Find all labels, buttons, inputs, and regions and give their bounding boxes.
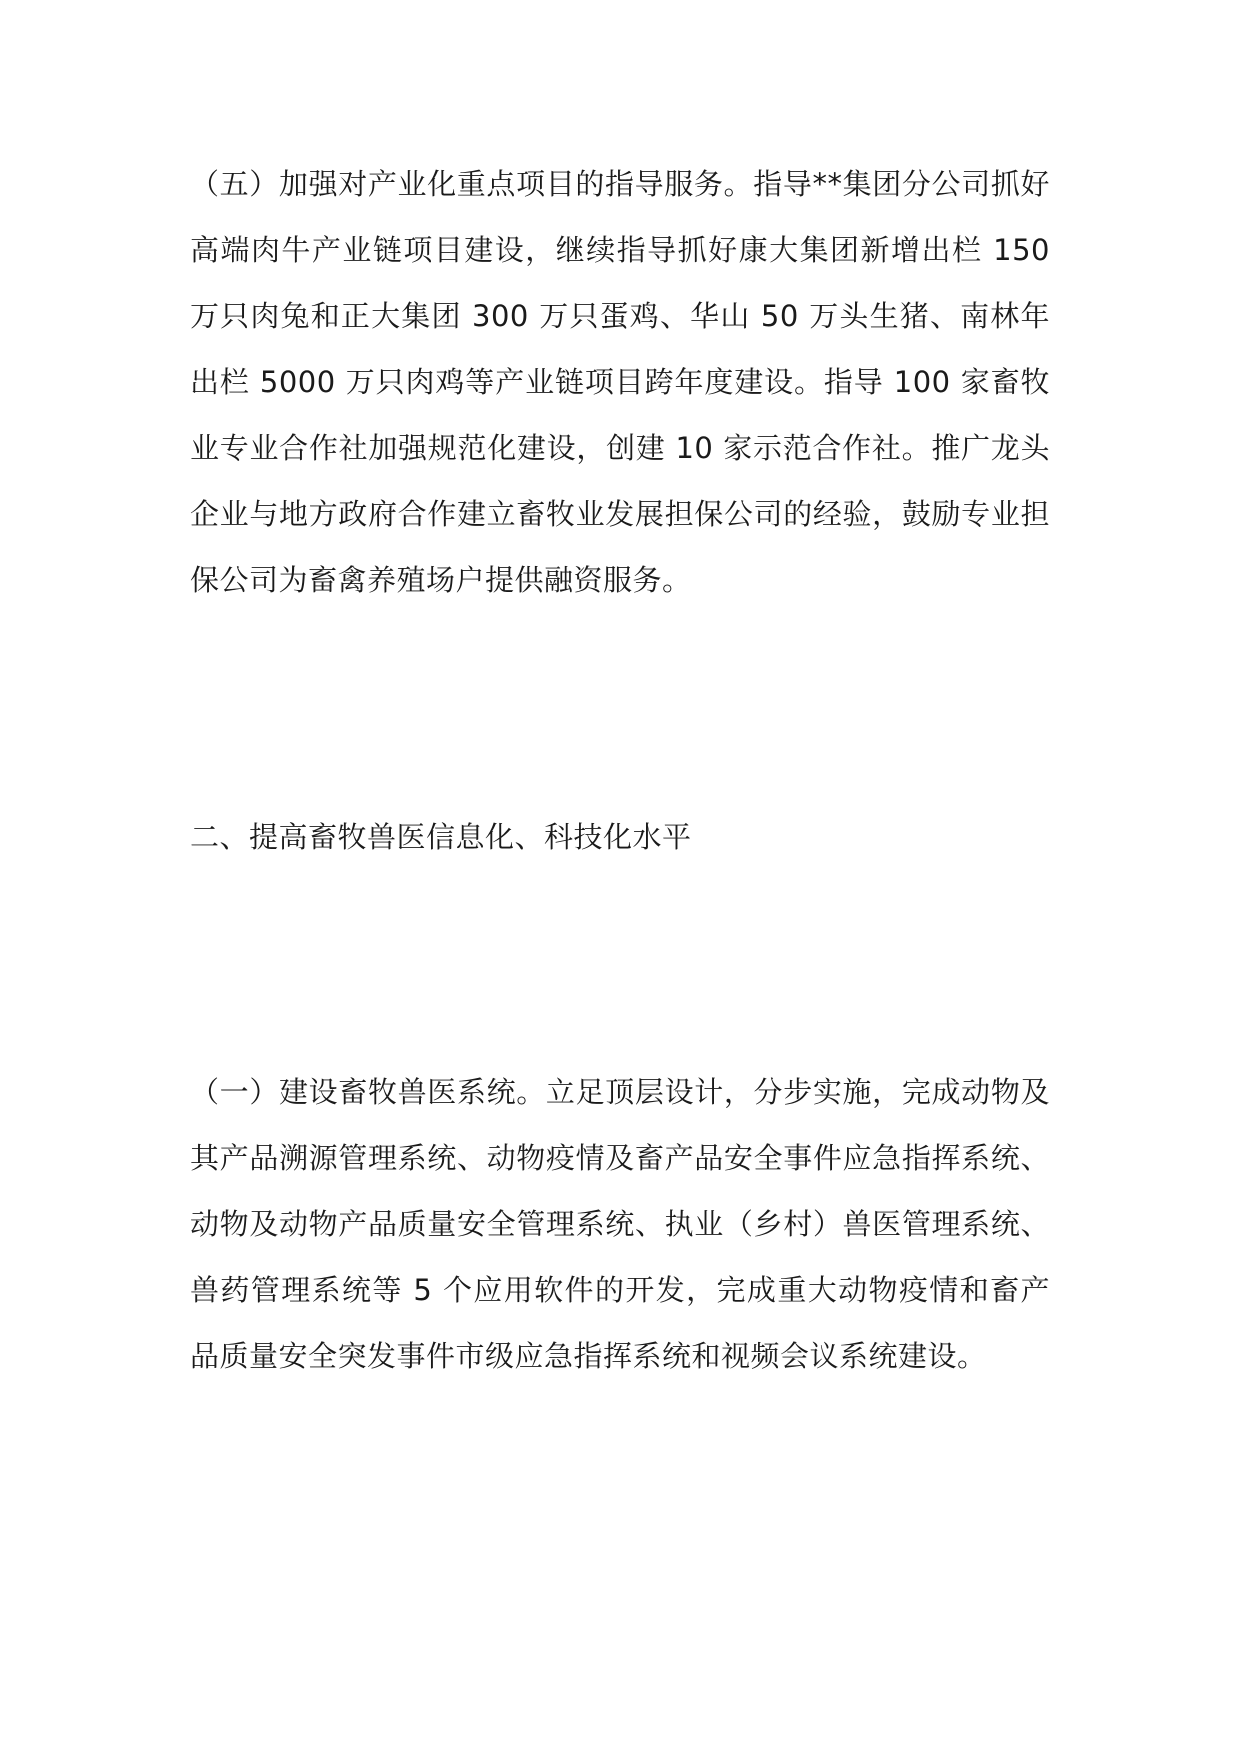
paragraph-industrialization-guidance: （五）加强对产业化重点项目的指导服务。指导**集团分公司抓好高端肉牛产业链项目建设，继续指导抓好康大集团新增出栏 150 万只肉兔和正大集团 300 万只蛋鸡、华山 50 万头生猪、南林年出栏 5000 万只肉鸡等产业链项目跨年度建设。指导 100 家畜牧业专业合作社加强规范化建设，创建 10 家示范合作社。推广龙头企业与地方政府合作建立畜牧业发展担保公司的经验，鼓励专业担保公司为畜禽养殖场户提供融资服务。 — [190, 167, 1050, 597]
paragraph-veterinary-system: （一）建设畜牧兽医系统。立足顶层设计，分步实施，完成动物及其产品溯源管理系统、动物疫情及畜产品安全事件应急指挥系统、动物及动物产品质量安全管理系统、执业（乡村）兽医管理系统、兽药管理系统等 5 个应用软件的开发，完成重大动物疫情和畜产品质量安全突发事件市级应急指挥系统和视频会议系统建设。 — [190, 1075, 1050, 1373]
section-heading: 二、提高畜牧兽医信息化、科技化水平 — [190, 820, 692, 854]
